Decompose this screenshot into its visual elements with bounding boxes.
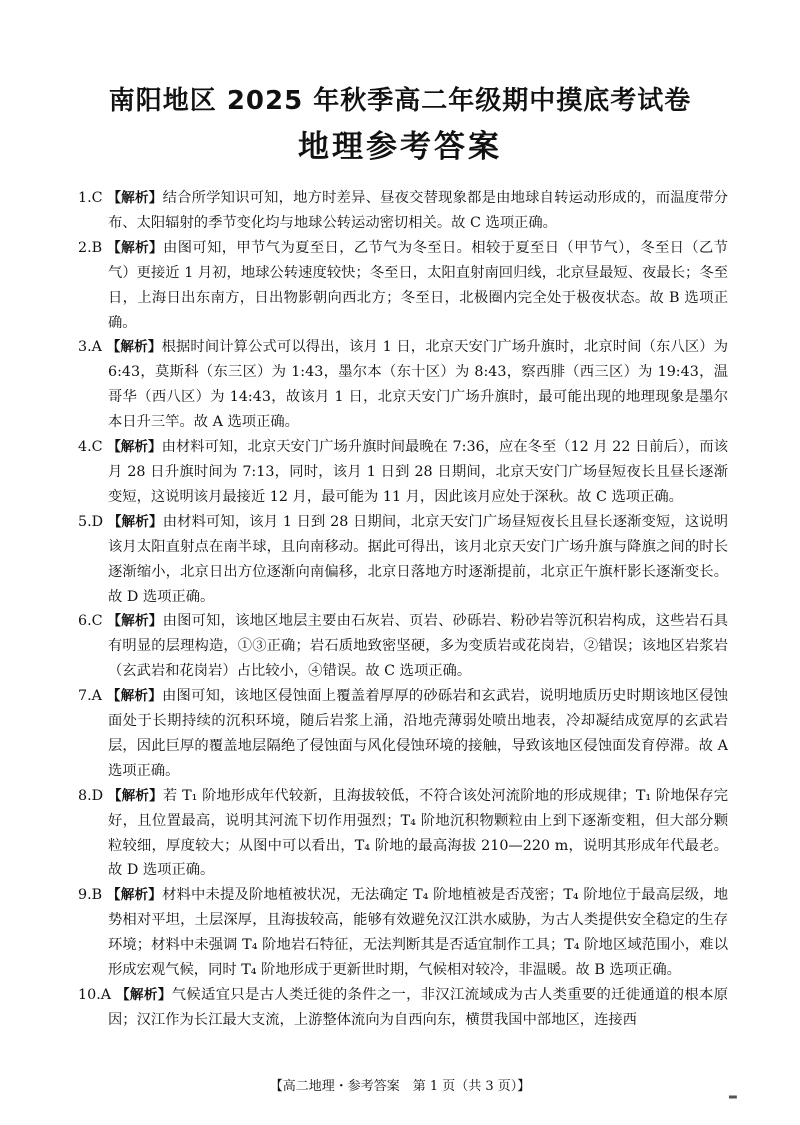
answer-item-5 (78, 510, 728, 610)
analysis-tag: 【解析】 (115, 987, 172, 1003)
analysis-text: 根据时间计算公式可以得出，该月 1 日，北京天安门广场升旗时，北京时间（东八区）为 6:43，莫斯科（东三区）为 1:43，墨尔本（东十区）为 8:43，察西腓（西三区）为 19:43，温哥华（西八区）为 14:43，故该月 1 日，北京天安门广场升旗时，最可能出现的地理现象是墨尔本日升三竿。故 A 选项正确。 (108, 339, 729, 431)
analysis-tag: 【解析】 (107, 190, 163, 206)
analysis-text: 若 T₁ 阶地形成年代较新，且海拔较低，不符合该处河流阶地的形成规律；T₁ 阶地保存完好，且位置最高，说明其河流下切作用强烈；T₄ 阶地沉积物颗粒由上到下逐渐变粗，但大部分颗粒较细，厚度较大；从图中可以看出，T₄ 阶地的最高海拔 210—220 m，说明其形成年代最老。故 D 选项正确。 (108, 787, 729, 879)
analysis-text: 由材料可知，北京天安门广场升旗时间最晚在 7:36，应在冬至（12 月 22 日前后），而该月 28 日升旗时间为 7:13，同时，该月 1 日到 28 日期间，北京天安门广场昼短夜长且昼长逐渐变短，这说明该月最接近 12 月，最可能为 11 月，因此该月应处于深秋。故 C 选项正确。 (108, 439, 729, 505)
answer-item-1 (78, 186, 728, 236)
item-answer: C (91, 613, 103, 630)
answer-list (78, 186, 728, 1033)
item-number: 9. (78, 887, 92, 904)
answer-item-6 (78, 609, 728, 684)
answer-item-10 (78, 983, 728, 1033)
answer-item-9 (78, 883, 728, 983)
item-number: 2. (78, 239, 92, 256)
analysis-text: 材料中未提及阶地植被状况，无法确定 T₄ 阶地植被是否茂密；T₄ 阶地位于最高层级，地势相对平坦，土层深厚，且海拔较高，能够有效避免汉江洪水威胁，为古人类提供安全稳定的生存环境；材料中未强调 T₄ 阶地岩石特征，无法判断其是否适宜制作工具；T₄ 阶地区域范围小，难以形成宏观气候，同时 T₄ 阶地形成于更新世时期，气候相对较冷，非温暖。故 B 选项正确。 (108, 887, 729, 979)
analysis-tag: 【解析】 (107, 239, 164, 256)
item-number: 7. (78, 688, 92, 705)
item-answer: A (91, 688, 102, 705)
item-answer: A (91, 339, 102, 356)
item-number: 10. (78, 987, 101, 1003)
exam-title: 南阳地区 2025 年秋季高二年级期中摸底考试卷 (108, 86, 692, 116)
analysis-tag: 【解析】 (106, 887, 163, 904)
item-answer: B (91, 887, 103, 904)
item-answer: B (91, 239, 103, 256)
answer-item-3 (78, 335, 728, 435)
item-number: 1. (78, 190, 92, 206)
analysis-text: 由材料可知，该月 1 日到 28 日期间，北京天安门广场昼短夜长且昼长逐渐变短，这说明该月太阳直射点在南半球，且向南移动。据此可得出，该月北京天安门广场升旗与降旗之间的时长逐渐缩小，北京日出方位逐渐向南偏移，北京日落地方时逐渐提前，北京正午旗杆影长逐渐变长。故 D 选项正确。 (108, 513, 729, 605)
item-number: 6. (78, 613, 92, 630)
item-answer: C (91, 190, 103, 206)
item-answer: D (91, 787, 104, 804)
item-number: 4. (78, 439, 92, 456)
analysis-text: 结合所学知识可知，地方时差异、昼夜交替现象都是由地球自转运动形成的，而温度带分布、太阳辐射的季节变化均与地球公转运动密切相关。故 C 选项正确。 (108, 190, 729, 231)
item-answer: D (91, 513, 104, 530)
analysis-tag: 【解析】 (107, 613, 163, 630)
item-answer: C (91, 439, 103, 456)
item-number: 3. (78, 339, 92, 356)
analysis-tag: 【解析】 (106, 688, 163, 705)
analysis-tag: 【解析】 (107, 787, 163, 804)
answer-item-7 (78, 684, 728, 784)
analysis-text: 由图可知，该地区地层主要由石灰岩、页岩、砂砾岩、粉砂岩等沉积岩构成，这些岩石具有明显的层理构造，①③正确；岩石质地致密坚硬，多为变质岩或花岗岩，②错误；该地区岩浆岩（玄武岩和花岗岩）占比较小，④错误。故 C 选项正确。 (108, 613, 729, 680)
analysis-text: 气候适宜只是古人类迁徙的条件之一，非汉江流域成为古人类重要的迁徙通道的根本原因；汉江作为长江最大支流，上游整体流向为自西向东，横贯我国中部地区，连接西 (108, 987, 729, 1028)
analysis-tag: 【解析】 (106, 339, 162, 356)
item-answer: A (100, 987, 112, 1003)
analysis-tag: 【解析】 (107, 513, 163, 530)
page-footer: 【高二地理・参考答案 第 1 页（共 3 页）】 (269, 1079, 531, 1094)
answer-item-4 (78, 435, 728, 510)
analysis-text: 由图可知，该地区侵蚀面上覆盖着厚厚的砂砾岩和玄武岩，说明地质历史时期该地区侵蚀面处于长期持续的沉积环境，随后岩浆上涌，沿地壳薄弱处喷出地表，冷却凝结成宽厚的玄武岩层，因此巨厚的覆盖地层隔绝了侵蚀面与风化侵蚀环境的接触，导致该地区侵蚀面发育停滞。故 A 选项正确。 (108, 688, 729, 779)
item-number: 5. (78, 513, 92, 530)
answer-item-8 (78, 784, 728, 884)
analysis-tag: 【解析】 (107, 439, 162, 456)
answer-item-2 (78, 236, 728, 336)
item-number: 8. (78, 787, 92, 804)
corner-mark: ▂ (729, 1088, 737, 1099)
analysis-text: 由图可知，甲节气为夏至日，乙节气为冬至日。相较于夏至日（甲节气），冬至日（乙节气）更接近 1 月初，地球公转速度较快；冬至日，太阳直射南回归线，北京昼最短、夜最长；冬至日，上海日出东南方，日出物影朝向西北方；冬至日，北极圈内完全处于极夜状态。故 B 选项正确。 (108, 239, 729, 331)
answer-key-subtitle: 地理参考答案 (298, 129, 502, 165)
